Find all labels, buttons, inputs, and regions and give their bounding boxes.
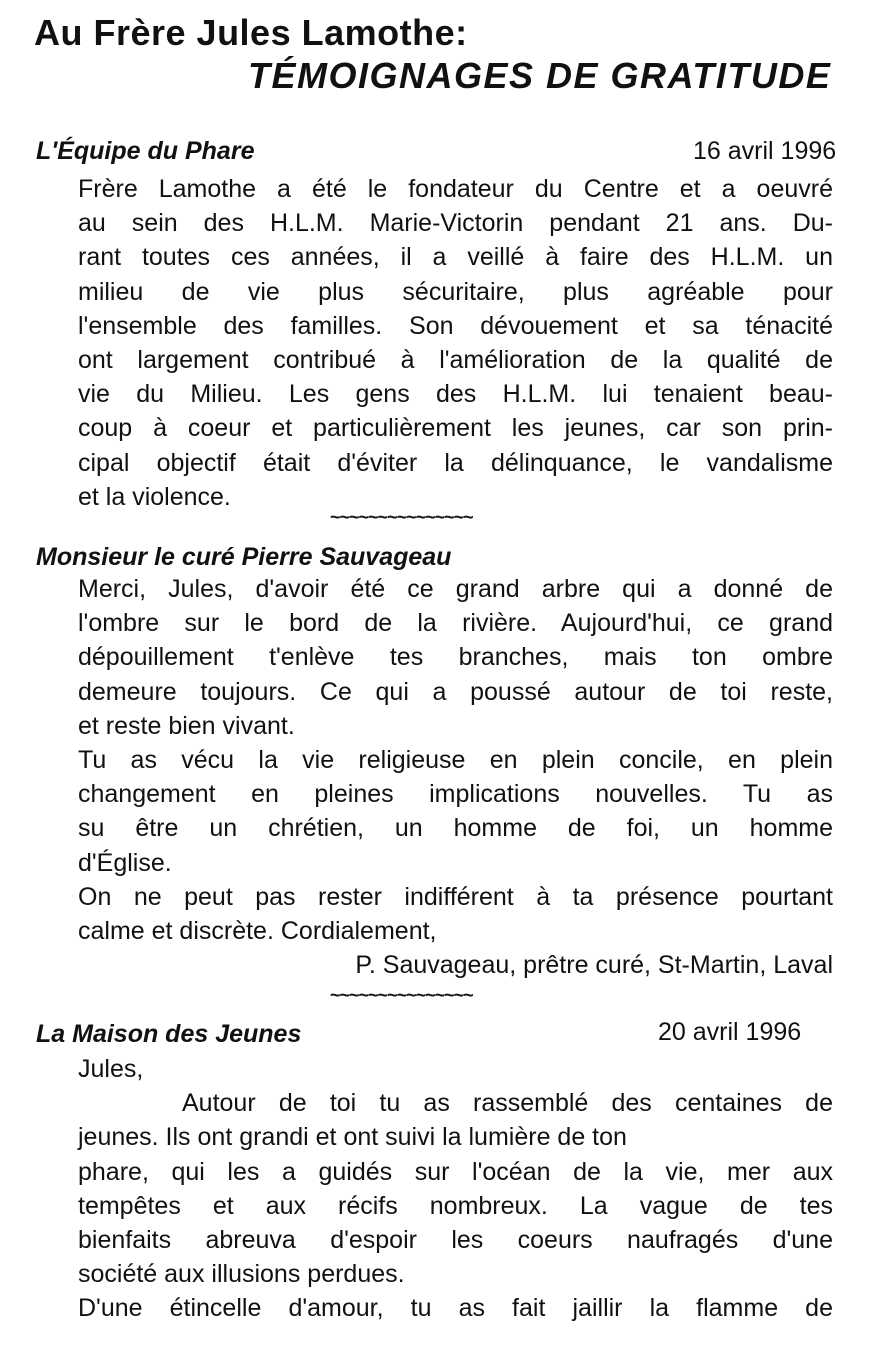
- section-body-equipe-du-phare: [78, 172, 833, 514]
- text-line: Frère Lamothe a été le fondateur du Centre et a oeuvré: [78, 175, 833, 203]
- section-body-maison-des-jeunes: [78, 1052, 833, 1326]
- text-line: dépouillement t'enlève tes branches, mais ton ombre: [78, 643, 833, 672]
- text-line: jeunes. Ils ont grandi et ont suivi la lumière de ton: [78, 1123, 627, 1152]
- text-line: au sein des H.L.M. Marie-Victorin pendant 21 ans. Du-: [78, 209, 833, 238]
- section-heading-equipe-du-phare: L'Équipe du Phare: [36, 137, 255, 165]
- text-line: rant toutes ces années, il a veillé à faire des H.L.M. un: [78, 243, 833, 272]
- text-line: et reste bien vivant.: [78, 711, 295, 740]
- section-heading-maison-des-jeunes: La Maison des Jeunes: [36, 1020, 302, 1048]
- section-date-equipe-du-phare: 16 avril 1996: [693, 137, 837, 165]
- text-line: Autour de toi tu as rassemblé des centaines de: [182, 1089, 833, 1118]
- text-line: Tu as vécu la vie religieuse en plein concile, en plein: [78, 746, 833, 775]
- text-line: phare, qui les a guidés sur l'océan de la vie, mer aux: [78, 1157, 833, 1186]
- section-heading-cure-sauvageau: Monsieur le curé Pierre Sauvageau: [36, 543, 452, 571]
- section-separator: ~~~~~~~~~~~~~~~: [330, 985, 473, 1005]
- text-line: su être un chrétien, un homme de foi, un homme: [78, 814, 833, 843]
- text-line: coup à coeur et particulièrement les jeunes, car son prin-: [78, 414, 833, 443]
- section-separator: ~~~~~~~~~~~~~~~: [330, 507, 473, 527]
- text-line: On ne peut pas rester indifférent à ta présence pourtant: [78, 882, 833, 911]
- page-subtitle: TÉMOIGNAGES DE GRATITUDE: [248, 55, 832, 96]
- section-body-cure-sauvageau: [78, 572, 833, 982]
- text-line: société aux illusions perdues.: [78, 1260, 405, 1289]
- section-date-maison-des-jeunes: 20 avril 1996: [658, 1018, 802, 1046]
- text-line: calme et discrète. Cordialement,: [78, 917, 437, 946]
- text-line: d'Église.: [78, 848, 172, 877]
- text-line: demeure toujours. Ce qui a poussé autour de toi reste,: [78, 677, 833, 706]
- text-line: Merci, Jules, d'avoir été ce grand arbre qui a donné de: [78, 575, 833, 603]
- text-line: vie du Milieu. Les gens des H.L.M. lui tenaient beau-: [78, 380, 833, 409]
- text-line: l'ensemble des familles. Son dévouement et sa ténacité: [78, 311, 833, 340]
- text-line: tempêtes et aux récifs nombreux. La vague de tes: [78, 1191, 833, 1220]
- page-title: Au Frère Jules Lamothe:: [34, 12, 468, 53]
- text-line: l'ombre sur le bord de la rivière. Aujourd'hui, ce grand: [78, 609, 833, 638]
- text-line: D'une étincelle d'amour, tu as fait jaillir la flamme de: [78, 1294, 833, 1323]
- text-line: changement en pleines implications nouvelles. Tu as: [78, 780, 833, 809]
- text-line: ont largement contribué à l'amélioration de la qualité de: [78, 346, 833, 375]
- text-line: et la violence.: [78, 482, 231, 511]
- signature-line: P. Sauvageau, prêtre curé, St-Martin, Laval: [355, 951, 833, 980]
- text-line: cipal objectif était d'éviter la délinquance, le vandalisme: [78, 448, 833, 477]
- text-line: bienfaits abreuva d'espoir les coeurs naufragés d'une: [78, 1226, 833, 1255]
- text-line: milieu de vie plus sécuritaire, plus agréable pour: [78, 277, 833, 306]
- text-line: Jules,: [78, 1055, 144, 1083]
